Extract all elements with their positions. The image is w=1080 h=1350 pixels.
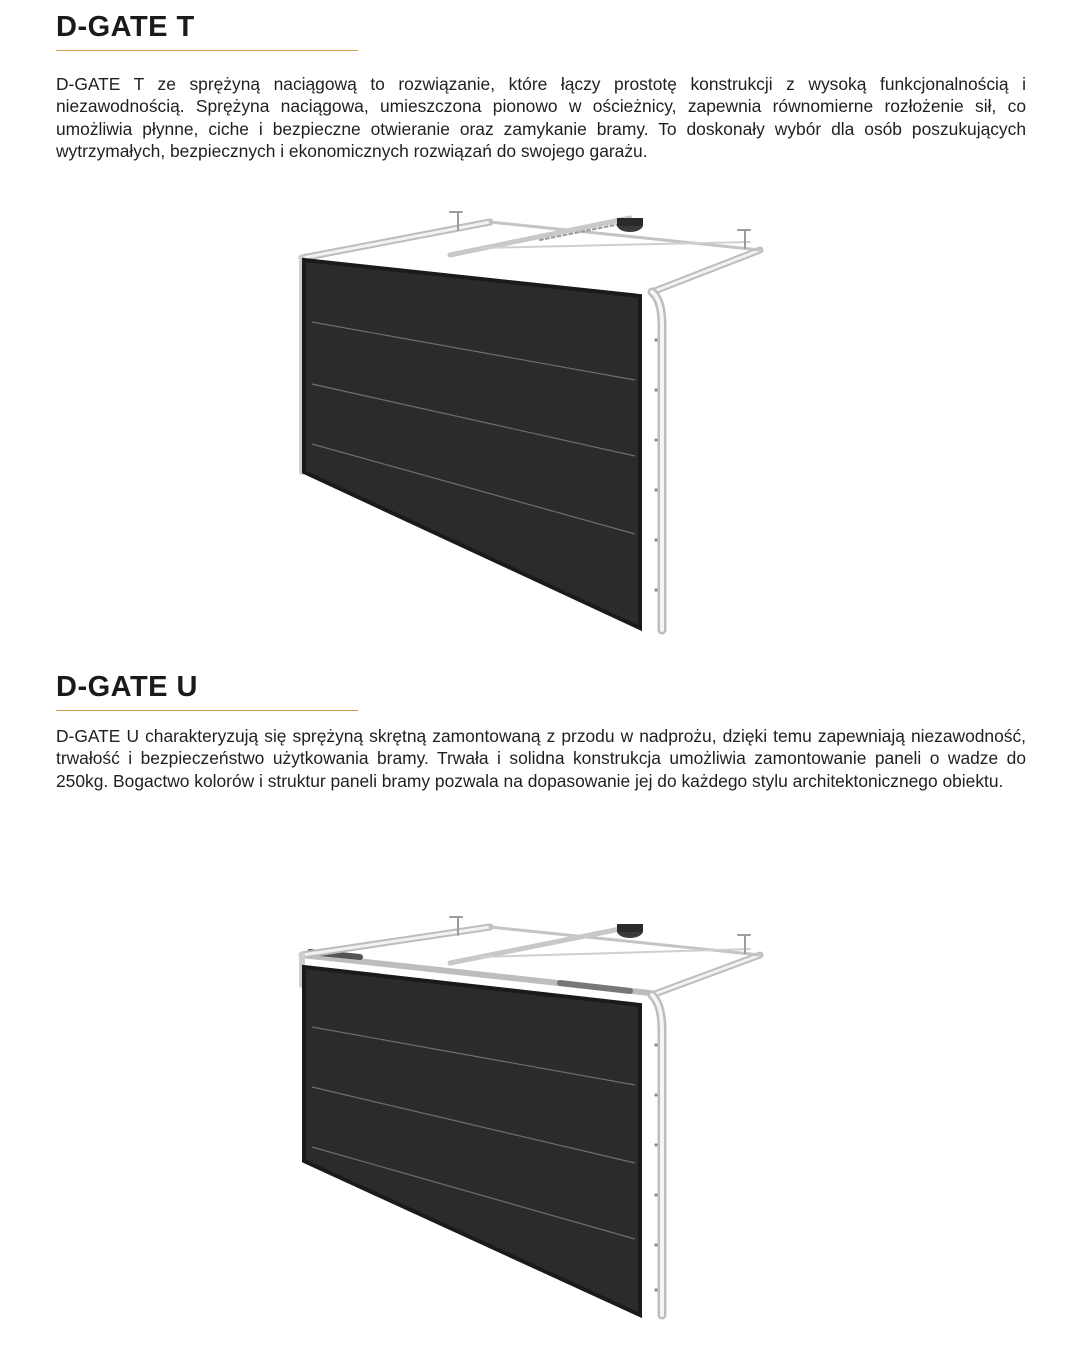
- section-d-gate-t: [56, 10, 1026, 51]
- section-title: D-GATE T: [56, 11, 195, 43]
- section-d-gate-u: [56, 670, 1026, 711]
- section-title: D-GATE U: [56, 671, 199, 703]
- title-underline: [56, 710, 358, 711]
- section-description-container: [56, 73, 1026, 162]
- garage-door-torsion-spring-illustration: [290, 905, 790, 1335]
- section-description: D-GATE U charakteryzują się sprężyną skrętną zamontowaną z przodu w nadprożu, dzięki temu zapewniają niezawodność, trwałość i bezpieczeństwo użytkowania bramy. Trwała i solidna konstrukcja umożliwia zamontowanie paneli o wadze do 250kg. Bogactwo kolorów i struktur paneli bramy pozwala na dopasowanie jej do każdego stylu architektonicznego obiektu.: [56, 726, 1026, 791]
- section-description: D-GATE T ze sprężyną naciągową to rozwiązanie, które łączy prostotę konstrukcji z wysoką funkcjonalnością i niezawodnością. Sprężyna naciągowa, umieszczona pionowo w ościeżnicy, zapewnia równomierne rozłożenie sił, co umożliwia płynne, ciche i bezpieczne otwieranie oraz zamykanie bramy. To doskonały wybór dla osób poszukujących wytrzymałych, bezpiecznych i ekonomicznych rozwiązań do swojego garażu.: [56, 74, 1026, 161]
- garage-door-tension-spring-illustration: [290, 200, 790, 650]
- title-underline: [56, 50, 358, 51]
- section-description-container: [56, 725, 1026, 792]
